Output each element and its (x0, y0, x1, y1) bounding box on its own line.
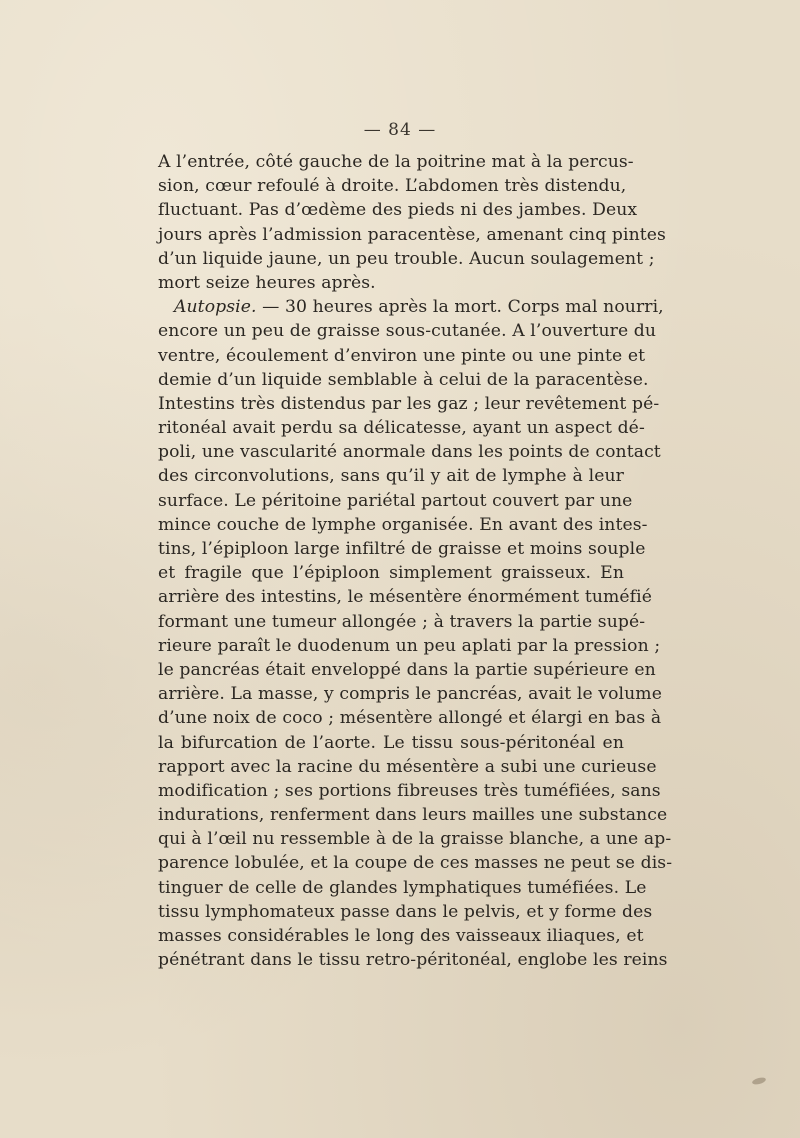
text-line: rapport avec la racine du mésentère a subi une curieuse (158, 756, 657, 777)
text-line: tinguer de celle de glandes lymphatiques tuméfiées. Le (158, 877, 647, 898)
text-line: A l’entrée, côté gauche de la poitrine mat à la percus- (158, 152, 634, 172)
text-line: masses considérables le long des vaisseaux iliaques, et (158, 926, 644, 946)
text-line: d’un liquide jaune, un peu trouble. Aucun soulagement ; (158, 248, 655, 269)
text-line: ventre, écoulement d’environ une pinte ou une pinte et (158, 345, 646, 366)
text-line: arrière des intestins, le mésentère énormément tuméfié (158, 587, 652, 608)
text-line: surface. Le péritoine pariétal partout couvert par une (158, 490, 633, 511)
text-line: poli, une vascularité anormale dans les points de contact (158, 442, 661, 463)
text-line: formant une tumeur allongée ; à travers la partie supé- (158, 611, 646, 632)
autopsie-heading: Autopsie. (174, 297, 257, 318)
text-line: jours après l’admission paracentèse, amenant cinq pintes (158, 224, 666, 245)
text-line: qui à l’œil nu ressemble à de la graisse blanche, a une ap- (158, 829, 672, 850)
text-line: mort seize heures après. (158, 272, 376, 293)
paper-speck (751, 1076, 766, 1085)
text-line: fluctuant. Pas d’œdème des pieds ni des jambes. Deux (158, 200, 638, 221)
text-line: tissu lymphomateux passe dans le pelvis, et y forme des (158, 901, 653, 922)
text-line: encore un peu de graisse sous-cutanée. A l’ouverture du (158, 321, 657, 342)
text-line: la bifurcation de l’aorte. Le tissu sous-péritonéal en (158, 732, 624, 753)
text-line: demie d’un liquide semblable à celui de la paracentèse. (158, 369, 649, 390)
text-line: des circonvolutions, sans qu’il y ait de lymphe à leur (158, 466, 624, 487)
text-line (158, 295, 664, 319)
page-number: — 84 — (363, 120, 437, 140)
paragraph-1 (158, 150, 666, 295)
text-line: indurations, renferment dans leurs mailles une substance (158, 805, 668, 826)
text-line: modification ; ses portions fibreuses très tuméfiées, sans (158, 780, 661, 801)
text-line: arrière. La masse, y compris le pancréas, avait le volume (158, 684, 662, 705)
text-line: et fragile que l’épiploon simplement graisseux. En (158, 563, 624, 584)
text-line: Intestins très distendus par les gaz ; leur revêtement pé- (158, 393, 660, 414)
text-span: — 30 heures après la mort. Corps mal nourri, (256, 297, 664, 318)
text-line: d’une noix de coco ; mésentère allongé et élargi en bas à (158, 708, 662, 729)
paragraph-2 (158, 295, 673, 972)
text-line: sion, cœur refoulé à droite. L’abdomen très distendu, (158, 176, 627, 197)
text-line: mince couche de lymphe organisée. En avant des intes- (158, 514, 648, 535)
text-line: rieure paraît le duodenum un peu aplati par la pression ; (158, 635, 661, 656)
text-line: parence lobulée, et la coupe de ces masses ne peut se dis- (158, 853, 673, 874)
text-line: tins, l’épiploon large infiltré de graisse et moins souple (158, 539, 646, 559)
text-line: pénétrant dans le tissu retro-péritonéal, englobe les reins (158, 950, 668, 971)
body-text (158, 150, 673, 972)
text-line: le pancréas était enveloppé dans la partie supérieure en (158, 659, 656, 680)
text-line: ritonéal avait perdu sa délicatesse, ayant un aspect dé- (158, 418, 645, 439)
